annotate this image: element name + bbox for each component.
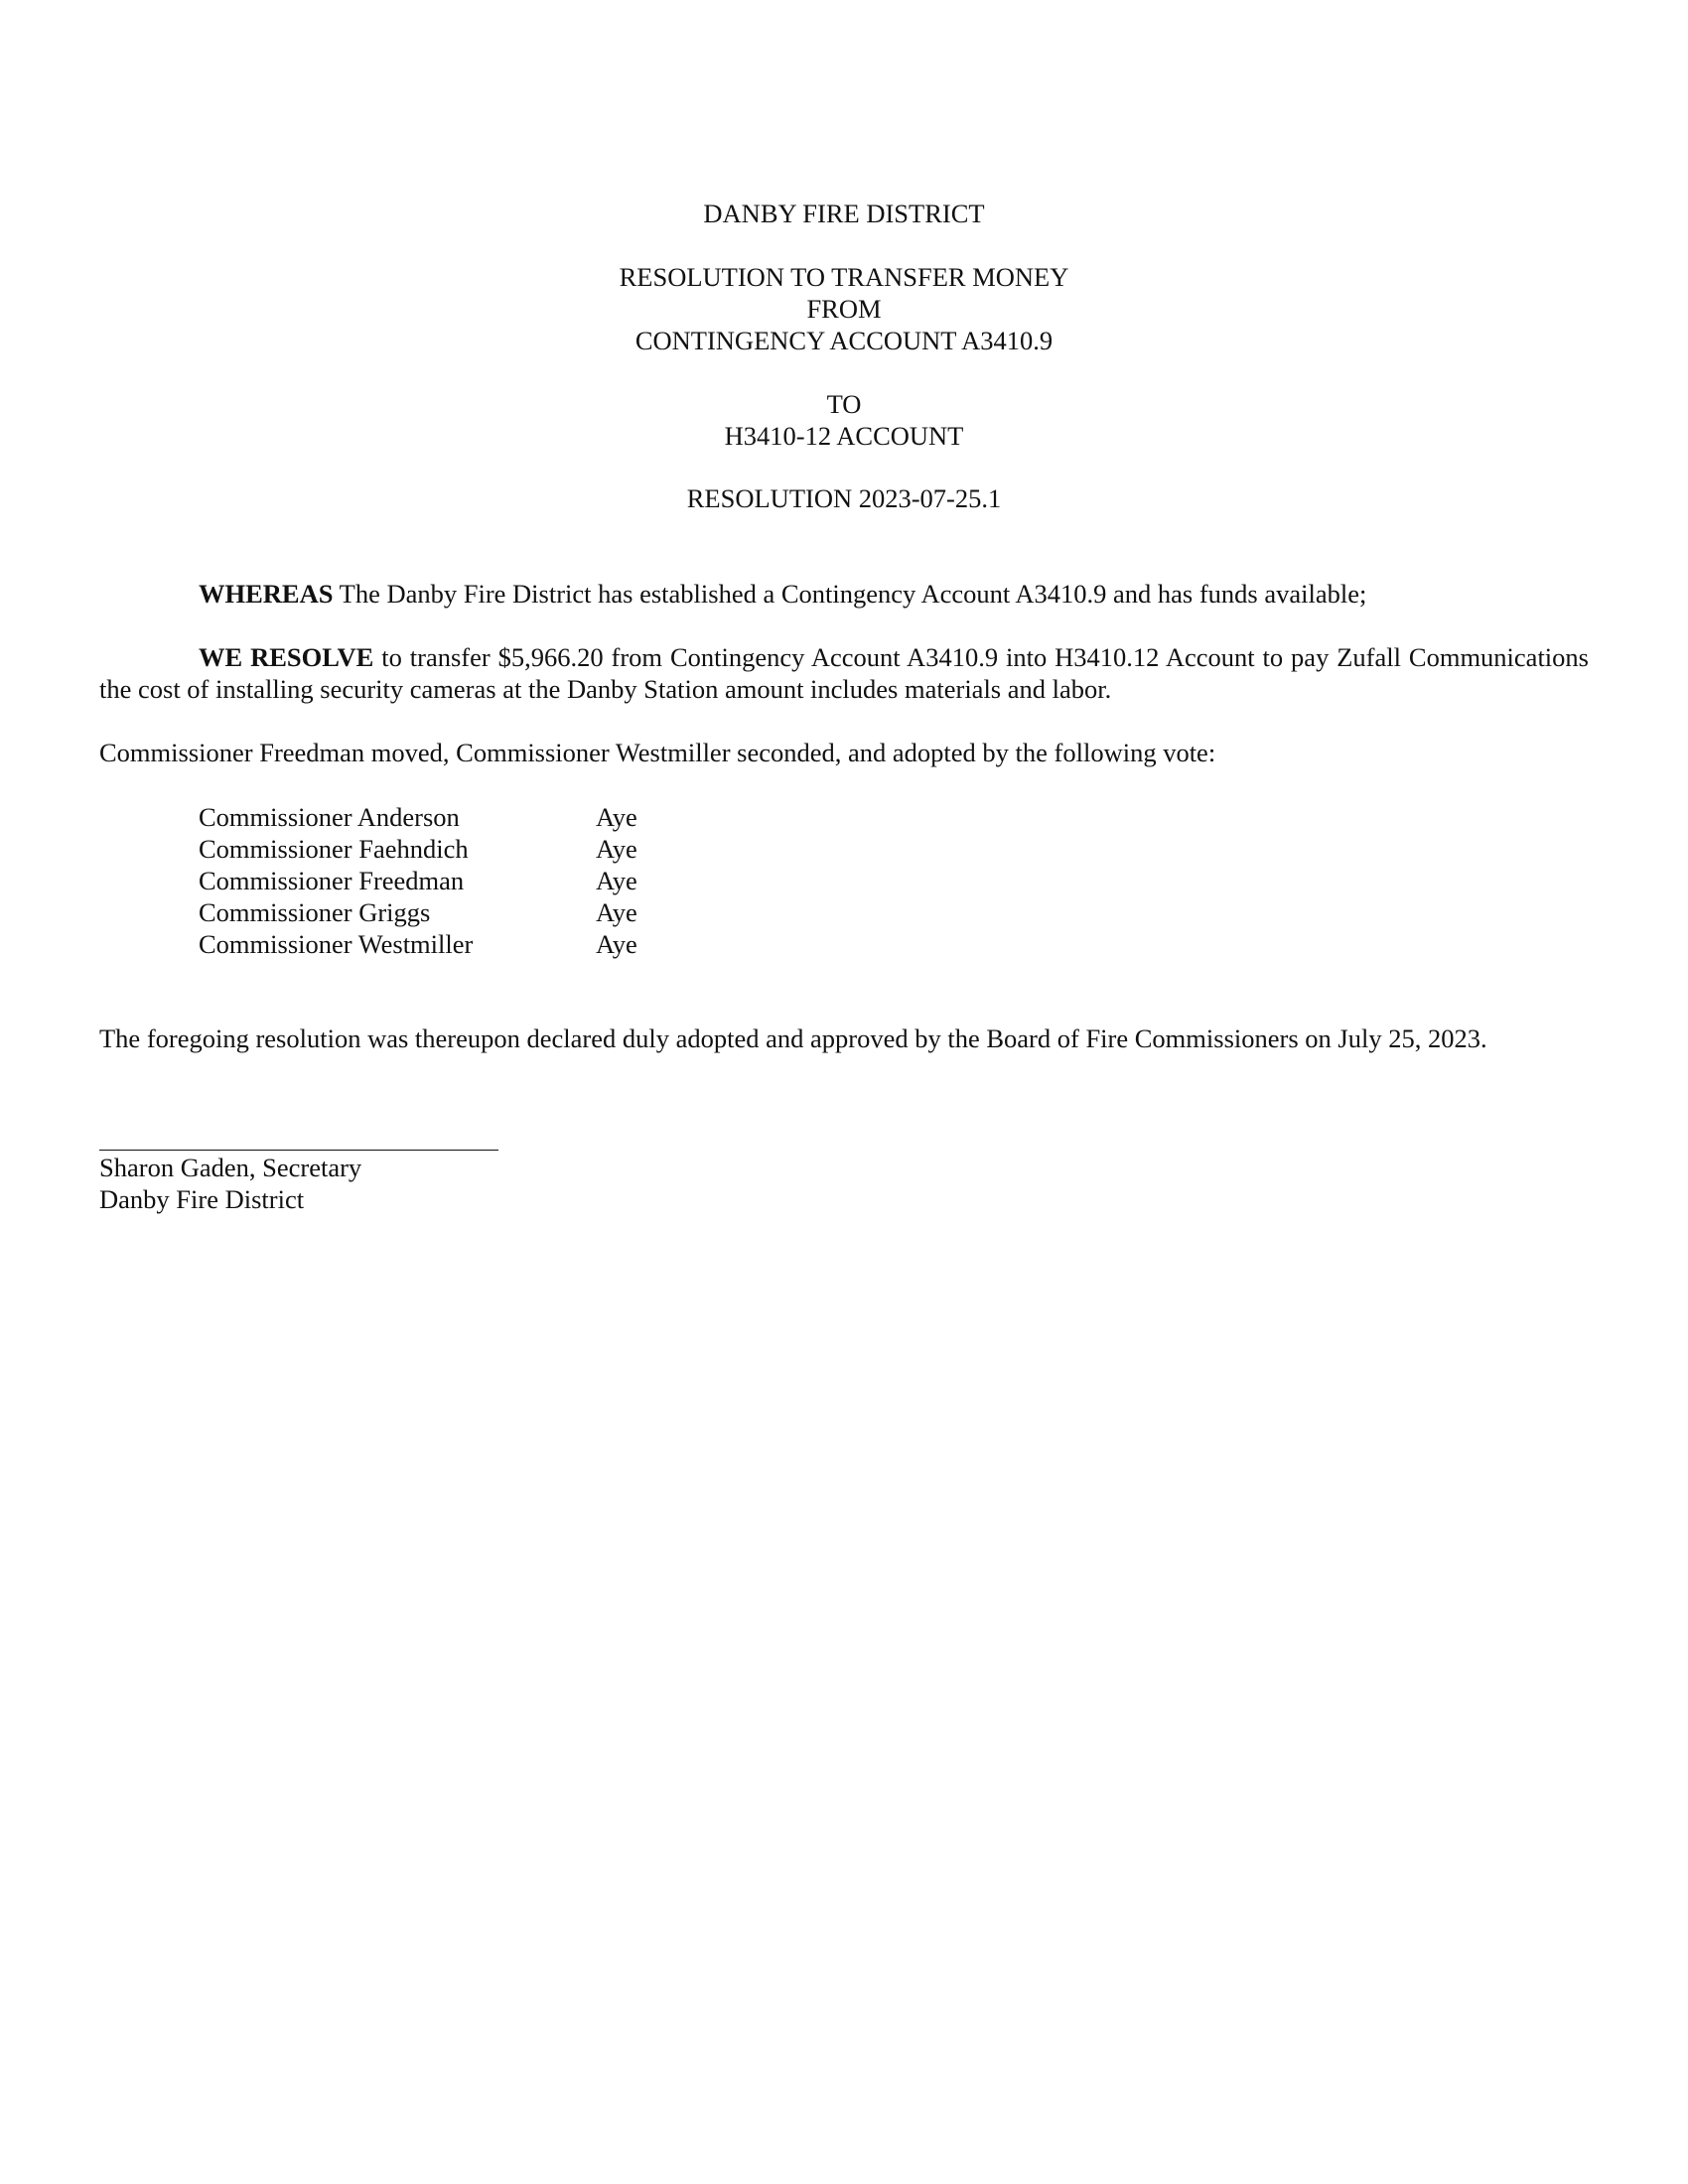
- motion-text: Commissioner Freedman moved, Commissioner Westmiller seconded, and adopted by the following vote:: [99, 738, 1216, 767]
- title-line-1: RESOLUTION TO TRANSFER MONEY: [619, 262, 1069, 292]
- whereas-label: WHEREAS: [199, 579, 334, 609]
- closing-paragraph: [99, 1023, 1589, 1054]
- signature-block: [99, 1152, 361, 1215]
- whereas-text: The Danby Fire District has established a Contingency Account A3410.9 and has funds available;: [333, 579, 1367, 609]
- resolve-label: WE RESOLVE: [199, 642, 374, 672]
- title-line-2: FROM: [806, 294, 882, 324]
- commissioner-name: Commissioner Faehndich: [199, 834, 469, 864]
- closing-text: The foregoing resolution was thereupon declared duly adopted and approved by the Board of Fire Commissioners on July 25, 2023.: [99, 1024, 1487, 1053]
- resolution-number-block: [0, 482, 1688, 514]
- destination-account: [0, 388, 1688, 452]
- commissioner-name: Commissioner Westmiller: [199, 929, 474, 959]
- vote-value: Aye: [596, 897, 637, 927]
- resolve-text: to transfer $5,966.20 from Contingency Account A3410.9 into H3410.12 Account to pay Zufall Communications the cost of installing security cameras at the Danby Station amount includes materials and labor.: [99, 642, 1589, 704]
- vote-row: [199, 833, 637, 865]
- vote-row: [199, 865, 637, 896]
- to-line-2: H3410-12 ACCOUNT: [724, 421, 964, 451]
- resolution-number: RESOLUTION 2023-07-25.1: [686, 483, 1002, 513]
- vote-value: Aye: [596, 834, 637, 864]
- commissioner-name: Commissioner Anderson: [199, 802, 460, 832]
- vote-value: Aye: [596, 802, 637, 832]
- district-name: DANBY FIRE DISTRICT: [703, 199, 985, 228]
- vote-table: [199, 801, 637, 960]
- commissioner-name: Commissioner Freedman: [199, 866, 465, 895]
- vote-value: Aye: [596, 929, 637, 959]
- vote-row: [199, 928, 637, 960]
- resolution-title: [0, 261, 1688, 356]
- to-line-1: TO: [826, 389, 862, 419]
- signer-organization: Danby Fire District: [99, 1184, 305, 1214]
- title-line-3: CONTINGENCY ACCOUNT A3410.9: [634, 326, 1054, 355]
- resolve-paragraph: [99, 641, 1589, 705]
- vote-value: Aye: [596, 866, 637, 895]
- signature-line: [99, 1150, 498, 1151]
- district-heading: [0, 198, 1688, 229]
- vote-row: [199, 896, 637, 928]
- whereas-paragraph: [99, 578, 1589, 610]
- commissioner-name: Commissioner Griggs: [199, 897, 431, 927]
- signer-name-title: Sharon Gaden, Secretary: [99, 1153, 362, 1182]
- vote-row: [199, 801, 637, 833]
- motion-paragraph: [99, 737, 1589, 768]
